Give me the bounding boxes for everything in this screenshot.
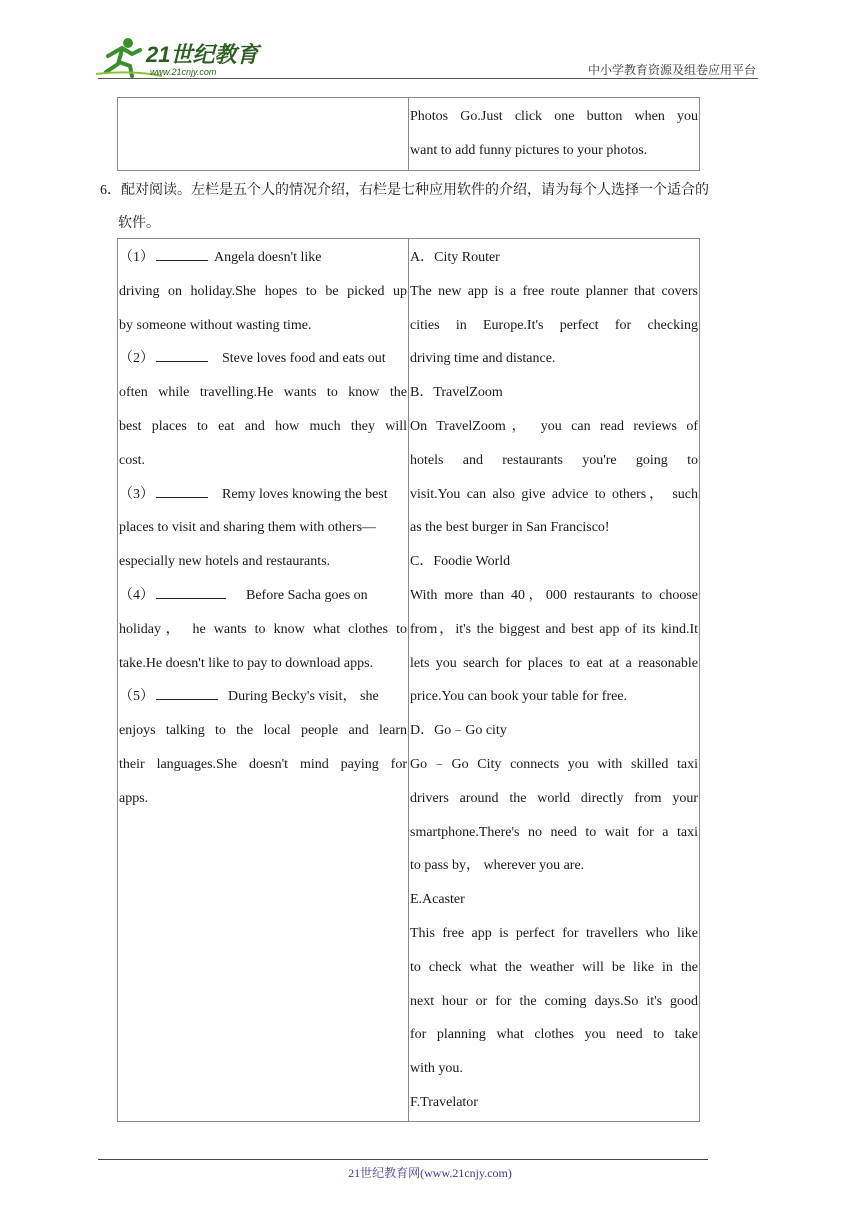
previous-table-line: want to add funny pictures to your photos. <box>410 142 648 158</box>
app-line: for planning what clothes you need to take <box>410 1027 698 1043</box>
app-line: to check what the weather will be like in the <box>410 959 698 975</box>
footer-divider <box>98 1159 708 1160</box>
app-line: from，it's the biggest and best app of its kind.It <box>410 621 698 637</box>
person-item <box>119 342 407 477</box>
app-item <box>410 545 698 714</box>
matching-table <box>117 238 700 1122</box>
app-title: B．TravelZoom <box>410 385 503 401</box>
person-line: Steve loves food and eats out <box>222 351 386 367</box>
person-item <box>119 241 407 342</box>
person-number: （1） <box>119 250 154 265</box>
app-line: drivers around the world directly from your <box>410 790 698 806</box>
app-line: to pass by， wherever you are. <box>410 858 585 874</box>
app-title: C．Foodie World <box>410 554 511 570</box>
app-line: lets you search for places to eat at a reasonable <box>410 655 698 671</box>
people-column <box>118 239 409 1122</box>
app-item <box>410 714 698 883</box>
app-line: Go﹣Go City connects you with skilled taxi <box>410 756 698 772</box>
person-line: driving on holiday.She hopes to be picked up <box>119 283 407 299</box>
app-title: A．City Router <box>410 250 500 265</box>
person-line: best places to eat and how much they will <box>119 418 407 434</box>
person-line: Remy loves knowing the best <box>222 486 388 502</box>
person-line: especially new hotels and restaurants. <box>119 554 331 570</box>
question-instruction: 配对阅读。左栏是五个人的情况介绍，右栏是七种应用软件的介绍，请为每个人选择一个适合的 <box>121 183 709 198</box>
app-item <box>410 376 698 545</box>
app-line: cities in Europe.It's perfect for checking <box>410 317 698 333</box>
platform-name: 中小学教育资源及组卷应用平台 <box>587 63 756 77</box>
app-item <box>410 1086 698 1120</box>
app-line: On TravelZoom， you can read reviews of <box>410 418 698 434</box>
apps-column <box>409 239 700 1122</box>
app-line: hotels and restaurants you're going to <box>410 452 698 468</box>
app-title: D．Go﹣Go city <box>410 723 507 739</box>
question-intro <box>100 174 762 240</box>
person-line: holiday， he wants to know what clothes to <box>119 621 407 637</box>
question-number: 6． <box>100 183 121 198</box>
previous-table-line: Photos Go.Just click one button when you <box>410 109 698 124</box>
answer-blank[interactable] <box>156 246 208 261</box>
app-item <box>410 883 698 1086</box>
person-line: their languages.She doesn't mind paying for <box>119 756 407 772</box>
person-number: （3） <box>119 486 154 502</box>
person-item <box>119 579 407 680</box>
previous-table <box>117 97 700 171</box>
app-line: with you. <box>410 1061 463 1077</box>
person-line: often while travelling.He wants to know the <box>119 385 407 401</box>
person-line: apps. <box>119 790 149 806</box>
answer-blank[interactable] <box>156 584 226 599</box>
app-item <box>410 241 698 376</box>
person-line: During Becky's visit， she <box>228 689 379 705</box>
logo-text: 21世纪教育 <box>146 42 259 67</box>
runner-logo-icon <box>92 34 262 80</box>
previous-table-right-cell <box>409 98 700 171</box>
app-line: next hour or for the coming days.So it's good <box>410 993 698 1009</box>
app-line: smartphone.There's no need to wait for a taxi <box>410 824 698 840</box>
person-number: （4） <box>119 587 154 603</box>
logo-url: www.21cnjy.com <box>150 67 217 77</box>
app-line: The new app is a free route planner that covers <box>410 283 698 299</box>
answer-blank[interactable] <box>156 347 208 362</box>
app-line: as the best burger in San Francisco! <box>410 520 610 536</box>
previous-table-left-cell <box>118 98 409 171</box>
answer-blank[interactable] <box>156 483 208 498</box>
person-line: Before Sacha goes on <box>246 587 368 603</box>
app-title: F.Travelator <box>410 1094 478 1110</box>
person-number: （5） <box>119 689 154 705</box>
app-line: visit.You can also give advice to others， such <box>410 486 698 502</box>
answer-blank[interactable] <box>156 685 218 700</box>
person-line: places to visit and sharing them with others— <box>119 520 377 536</box>
person-line: cost. <box>119 452 146 468</box>
app-line: driving time and distance. <box>410 351 556 367</box>
app-line: With more than 40，000 restaurants to choose <box>410 587 698 603</box>
person-line: take.He doesn't like to pay to download apps. <box>119 655 374 671</box>
person-line: Angela doesn't like <box>214 250 322 265</box>
site-logo <box>92 34 262 80</box>
person-number: （2） <box>119 351 154 367</box>
person-line: enjoys talking to the local people and learn <box>119 723 407 739</box>
person-item <box>119 680 407 815</box>
question-instruction-cont: 软件。 <box>118 216 160 231</box>
app-line: price.You can book your table for free. <box>410 689 628 705</box>
person-line: by someone without wasting time. <box>119 317 312 333</box>
header-divider <box>98 78 758 79</box>
person-item <box>119 478 407 579</box>
app-line: This free app is perfect for travellers who like <box>410 925 698 941</box>
app-title: E.Acaster <box>410 892 465 908</box>
footer-text: 21世纪教育网(www.21cnjy.com) <box>348 1166 512 1180</box>
